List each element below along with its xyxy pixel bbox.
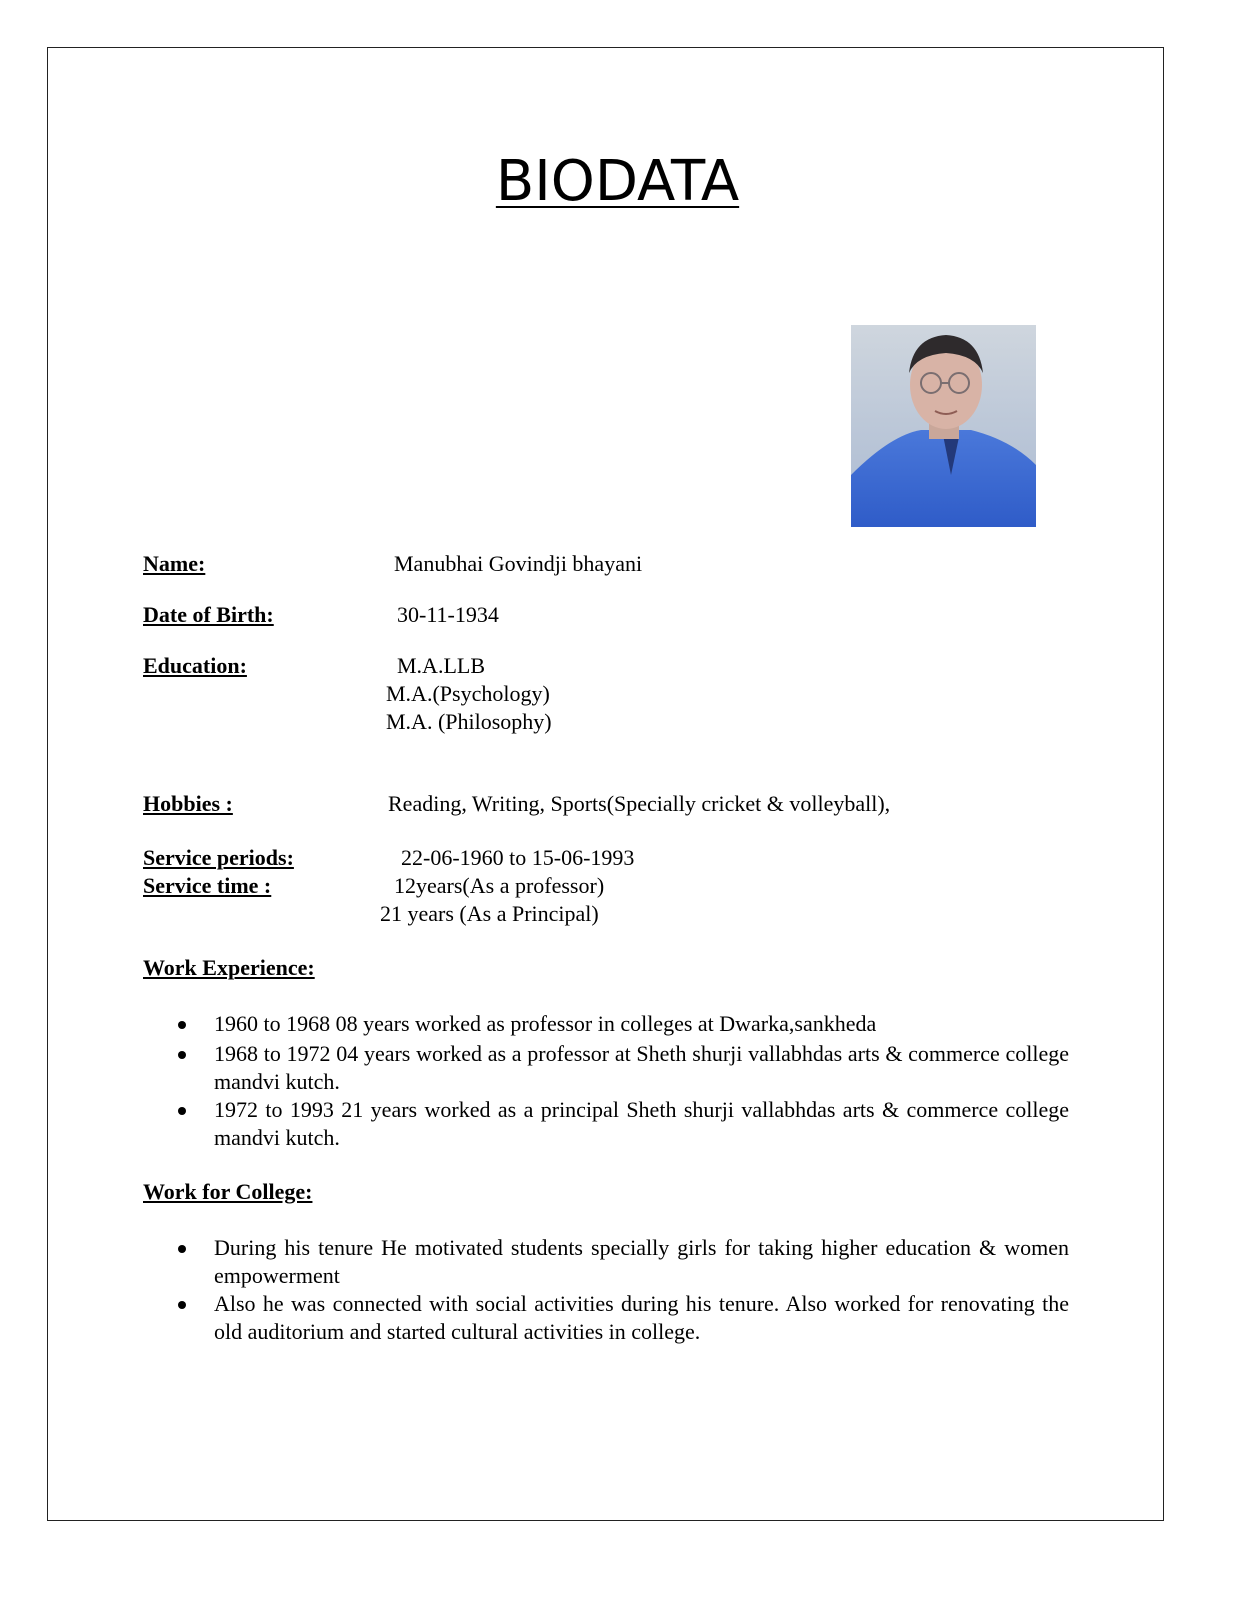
service-time-value-1: 12years(As a professor): [394, 873, 605, 898]
work-experience-list: [143, 1010, 1069, 1152]
list-item: 1968 to 1972 04 years worked as a professor at Sheth shurji vallabhdas arts & commerce college mandvi kutch.: [143, 1040, 1069, 1096]
list-item: Also he was connected with social activities during his tenure. Also worked for renovating the old auditorium and started cultural activities in college.: [143, 1290, 1069, 1346]
dob-value: 30-11-1934: [397, 602, 499, 627]
bullet-icon: [178, 1051, 186, 1059]
work-experience-heading: Work Experience:: [143, 955, 315, 980]
hobbies-label: Hobbies :: [143, 791, 233, 816]
list-item: 1960 to 1968 08 years worked as professor in colleges at Dwarka,sankheda: [143, 1010, 1069, 1038]
education-value-1: M.A.LLB: [397, 653, 485, 678]
hobbies-value: Reading, Writing, Sports(Specially cricket & volleyball),: [388, 791, 891, 816]
work-for-college-list: [143, 1234, 1069, 1346]
name-label: Name:: [143, 551, 206, 576]
bullet-icon: [178, 1107, 186, 1115]
work-for-college-heading: Work for College:: [143, 1179, 313, 1204]
bullet-icon: [178, 1245, 186, 1253]
list-item: During his tenure He motivated students specially girls for taking higher education & women empowerment: [143, 1234, 1069, 1290]
bullet-icon: [178, 1021, 186, 1029]
bullet-icon: [178, 1301, 186, 1309]
service-time-value-2: 21 years (As a Principal): [380, 901, 599, 926]
education-label: Education:: [143, 653, 247, 678]
portrait-photo: [851, 325, 1036, 527]
service-time-label: Service time :: [143, 873, 272, 898]
list-item: 1972 to 1993 21 years worked as a principal Sheth shurji vallabhdas arts & commerce college mandvi kutch.: [143, 1096, 1069, 1152]
education-value-3: M.A. (Philosophy): [386, 709, 552, 734]
dob-label: Date of Birth:: [143, 602, 274, 627]
page-title: BIODATA: [495, 149, 740, 214]
service-periods-label: Service periods:: [143, 845, 294, 870]
service-periods-value: 22-06-1960 to 15-06-1993: [401, 845, 635, 870]
name-value: Manubhai Govindji bhayani: [394, 551, 643, 576]
education-value-2: M.A.(Psychology): [386, 681, 550, 706]
